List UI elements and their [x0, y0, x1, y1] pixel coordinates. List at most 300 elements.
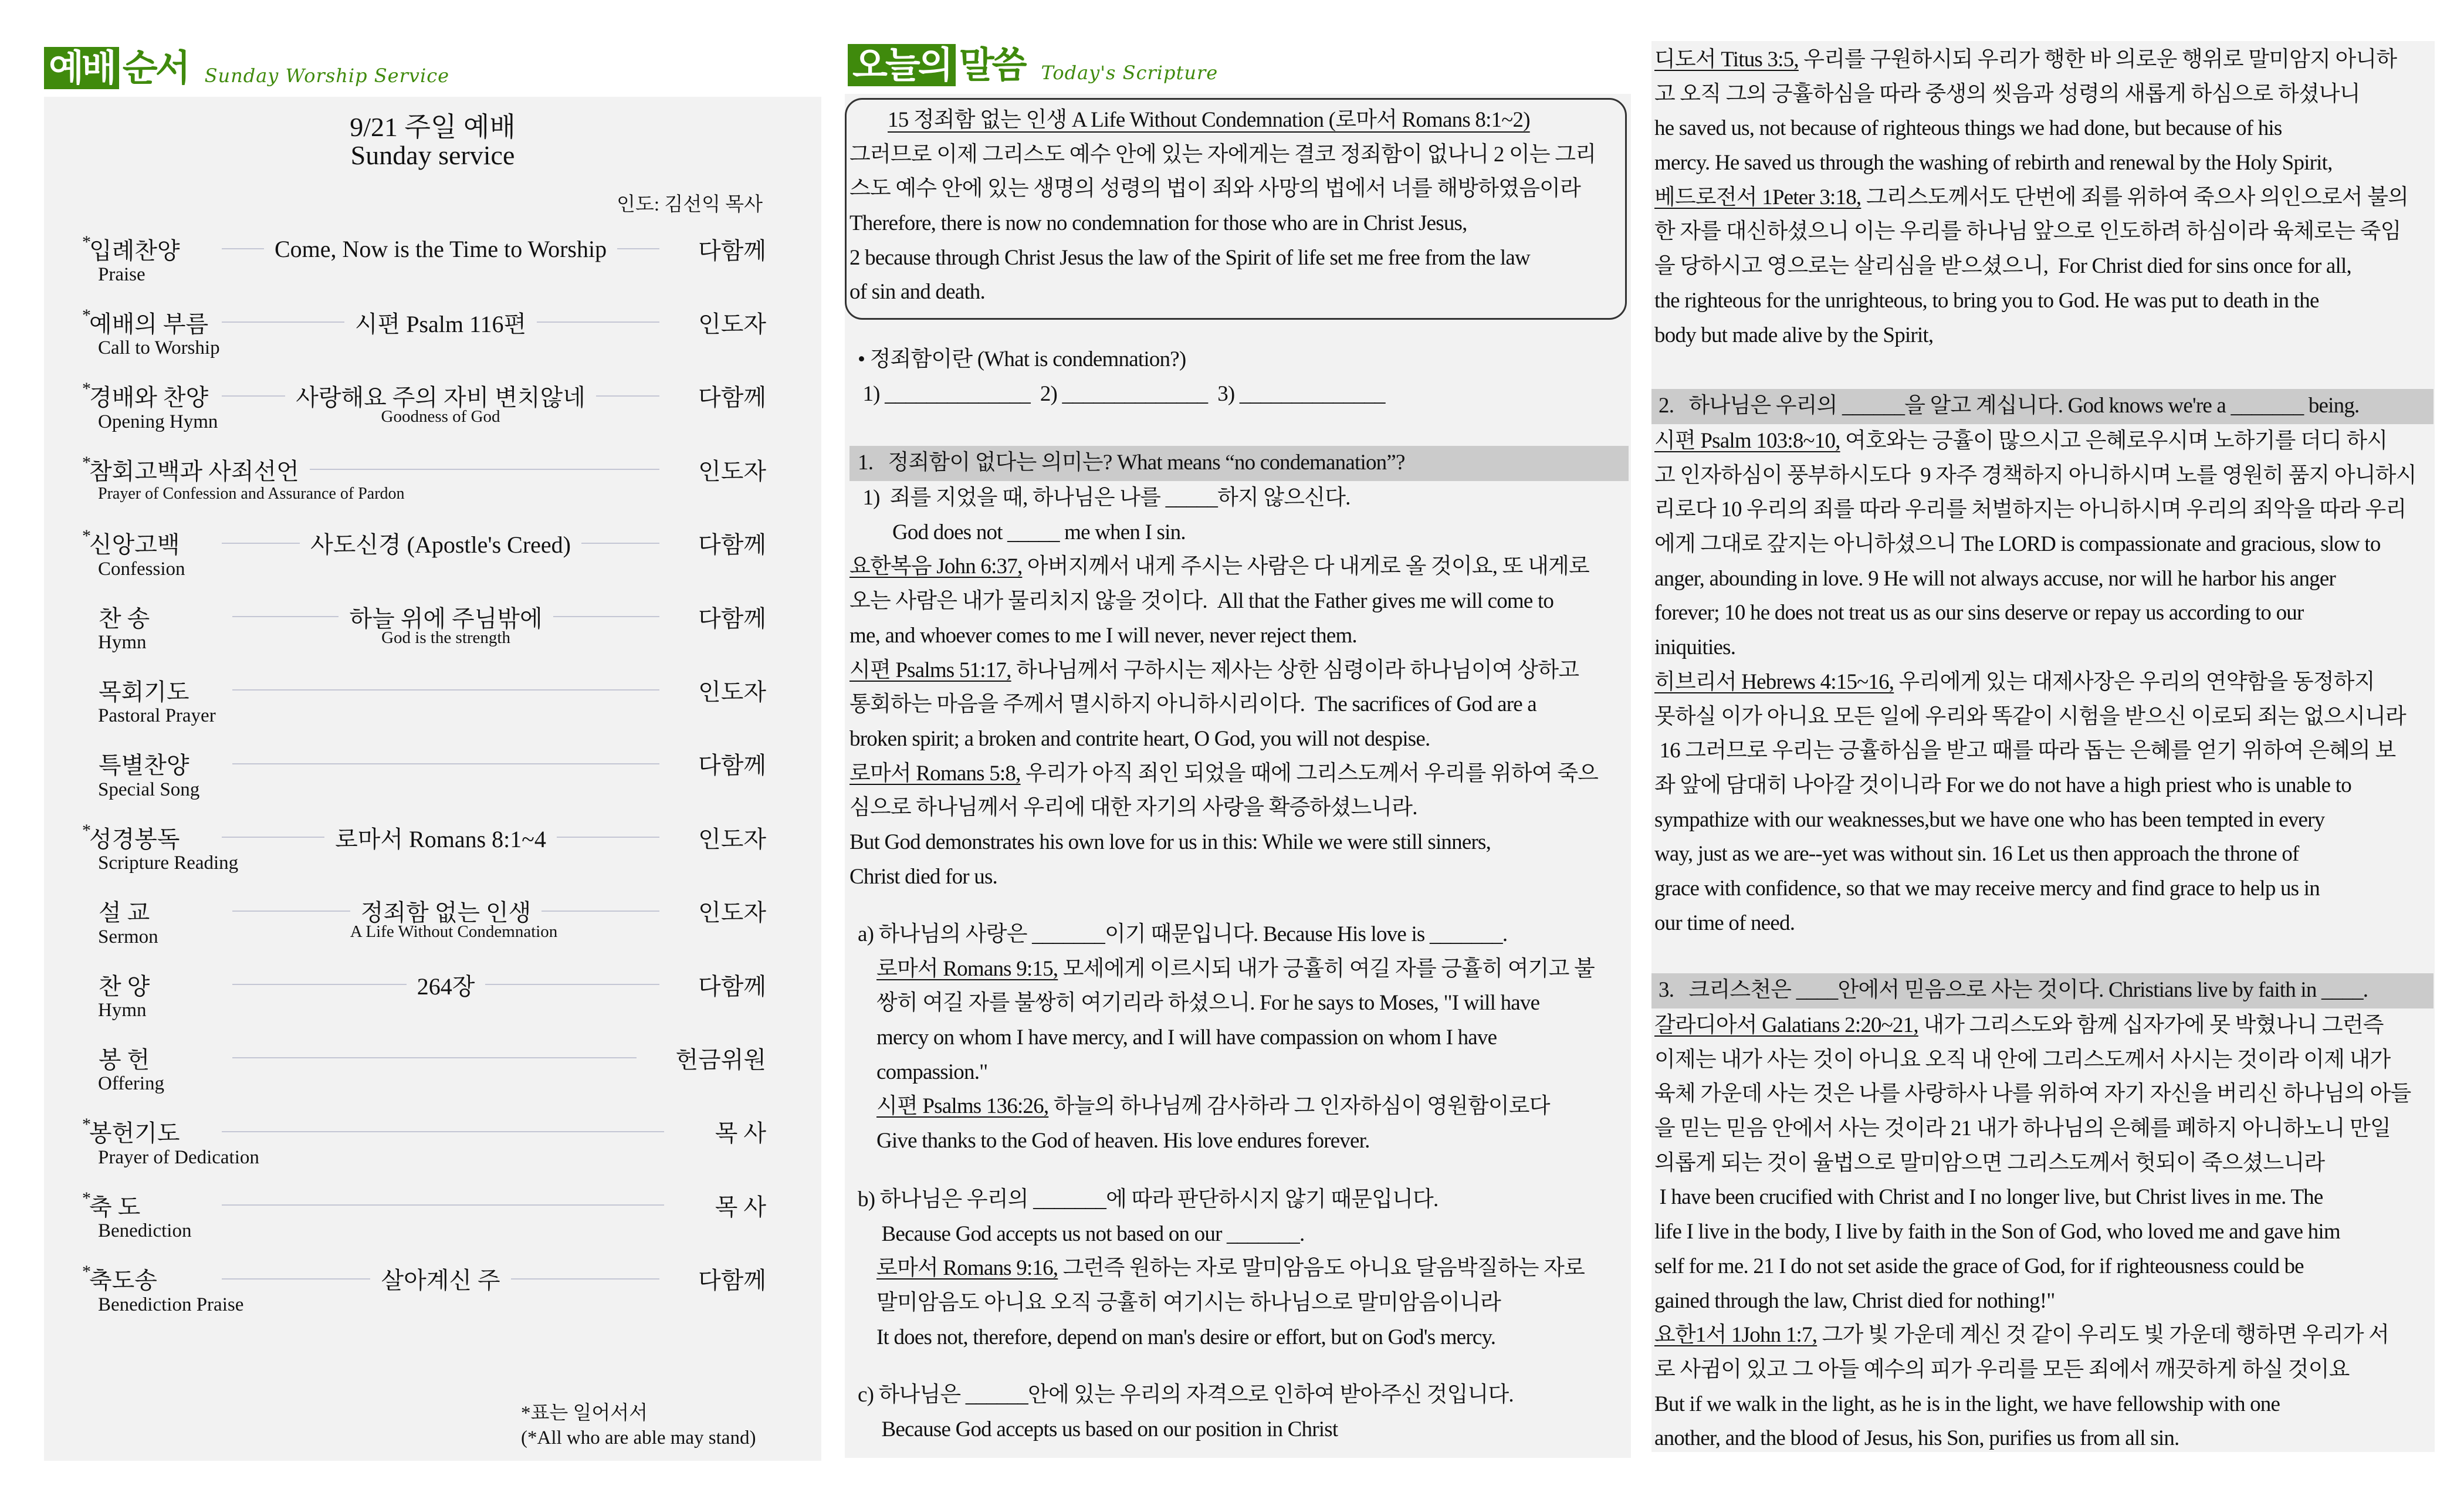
service-item-title	[82, 894, 232, 928]
line-text: life I live in the body, I live by faith in the Son of God, who loved me and gave him	[1654, 1220, 2340, 1244]
service-item-english: Prayer of Dedication	[98, 1146, 259, 1168]
service-item-title	[82, 453, 310, 486]
service-item-english: Scripture Reading	[98, 852, 239, 874]
divider-line	[511, 1278, 659, 1280]
line-text: 쌍히 여길 자를 불쌍히 여기리라 하셨으니. For he says to Moses, "I will have	[876, 991, 1540, 1016]
sermon-notes-section-1	[849, 343, 1629, 894]
text-line	[849, 688, 1629, 722]
service-item-leader: 목 사	[715, 1120, 766, 1147]
line-text: 모세에게 이르시되 내가 긍휼히 여길 자를 긍휼히 여기고 불	[1058, 956, 1595, 981]
service-leader: 인도: 김선익 목사	[617, 194, 763, 215]
line-text: 이제는 내가 사는 것이 아니요 오직 내 안에 그리스도께서 사시는 것이라 이제 내가	[1654, 1047, 2391, 1072]
service-item-content	[339, 600, 553, 647]
text-line	[1654, 111, 2433, 146]
header-title: 순서	[122, 48, 188, 89]
line-text: 우리가 아직 죄인 되었을 때에 그리스도께서 우리를 위하여 죽으	[1020, 761, 1599, 786]
line-text: It does not, therefore, depend on man's desire or effort, but on God's mercy.	[876, 1325, 1496, 1349]
service-item-leader: 다함께	[698, 384, 767, 411]
header-title: 말씀	[959, 45, 1025, 86]
scripture-reference: 로마서 Romans 9:16,	[876, 1256, 1058, 1281]
text-line	[1651, 1250, 2433, 1284]
text-line	[849, 1124, 1629, 1159]
service-item-title	[82, 1115, 222, 1148]
service-item-english: Confession	[98, 558, 185, 580]
service-item-content	[285, 379, 596, 427]
text-line	[1651, 906, 2433, 941]
line-text: Because God accepts us not based on our _______.	[876, 1221, 1305, 1246]
line-text: 15 정죄함 없는 인생 A Life Without Condemnation (로마서 Romans 8:1~2)	[888, 108, 1530, 132]
service-item-content-text: 살아계신 주	[381, 1267, 500, 1294]
divider-line	[596, 395, 659, 397]
service-item-korean: 설 교	[99, 899, 150, 926]
service-item-english: Praise	[98, 264, 145, 285]
service-item-title	[82, 673, 232, 707]
service-item-korean: 신앙고백	[89, 532, 180, 559]
text-line	[849, 619, 1629, 654]
service-item-content-text: 로마서 Romans 8:1~4	[335, 825, 546, 852]
service-item-leader: 다함께	[698, 237, 767, 264]
service-item-title	[82, 747, 232, 780]
divider-line	[541, 911, 659, 912]
line-text: broken spirit; a broken and contrite heart, O God, you will not despise.	[849, 726, 1430, 751]
divider-line	[222, 395, 285, 397]
text-line	[1651, 1008, 2433, 1043]
divider-line	[222, 543, 300, 544]
text-line	[849, 1286, 1629, 1321]
service-item-title	[82, 379, 222, 412]
footnote-korean: *표는 일어서서	[521, 1403, 648, 1424]
service-item-content-text: 시편 Psalm 116편	[354, 310, 527, 337]
text-line	[1651, 1215, 2433, 1250]
text-line	[849, 1089, 1629, 1124]
line-text: 그러므로 이제 그리스도 예수 안에 있는 자에게는 결코 정죄함이 없나니 2 이는 그리	[849, 142, 1596, 167]
divider-line	[222, 837, 324, 838]
text-line	[1651, 1353, 2433, 1387]
service-item-content-english: God is the strength	[381, 628, 510, 647]
divider-line	[310, 469, 659, 470]
line-text: me, and whoever comes to me I will never, never reject them.	[849, 623, 1357, 648]
line-text: 1. 정죄함이 없다는 의미는? What means “no condemanation”?	[858, 451, 1405, 475]
text-line	[849, 172, 1629, 207]
service-item	[82, 1190, 766, 1263]
line-text: 16 그러므로 우리는 긍휼하심을 받고 때를 따라 돕는 은혜를 얻기 위하여 은혜의 보	[1654, 739, 2396, 763]
service-item-leader: 인도자	[698, 458, 766, 485]
service-item-korean: 목회기도	[99, 678, 189, 705]
line-text: Give thanks to the God of heaven. His love endures forever.	[876, 1129, 1370, 1153]
header-badge: 예배	[44, 47, 119, 89]
sermon-notes-continued	[1654, 43, 2433, 353]
text-line	[1651, 1112, 2433, 1146]
text-line	[849, 411, 1629, 446]
text-line	[849, 918, 1629, 952]
text-line	[849, 550, 1629, 584]
standing-marker: *	[82, 820, 91, 840]
line-text: 2. 하나님은 우리의 ______을 알고 계십니다. God knows we're a _______ being.	[1659, 394, 2360, 418]
service-title-english: Sunday service	[350, 140, 515, 170]
standing-marker: *	[82, 526, 91, 546]
text-line	[1654, 249, 2433, 284]
text-line	[849, 481, 1629, 516]
text-line	[849, 275, 1629, 310]
line-text: 우리를 구원하시되 우리가 행한 바 의로운 행위로 말미암지 아니하	[1798, 48, 2397, 72]
service-item-content	[300, 526, 581, 560]
line-text: But God demonstrates his own love for us in this: While we were still sinners,	[849, 830, 1491, 854]
line-text: 못하실 이가 아니요 모든 일에 우리와 똑같이 시험을 받으신 이로되 죄는 없으시니라	[1654, 704, 2406, 729]
line-text: of sin and death.	[849, 280, 985, 304]
text-line	[849, 138, 1629, 172]
scripture-reference: 디도서 Titus 3:5,	[1654, 48, 1799, 72]
service-item-title	[82, 968, 232, 1001]
service-item-leader: 다함께	[698, 1267, 766, 1294]
service-item-content	[370, 1262, 510, 1295]
service-item-english: Hymn	[98, 1000, 147, 1021]
service-item-title	[82, 306, 222, 339]
line-text: gained through the law, Christ died for nothing!"	[1654, 1288, 2055, 1313]
line-text: he saved us, not because of righteous things we had done, but because of his	[1654, 116, 2282, 141]
line-text: God does not _____ me when I sin.	[892, 520, 1186, 544]
standing-marker: *	[82, 1115, 91, 1135]
text-line	[849, 1055, 1629, 1090]
service-item-english: Call to Worship	[98, 337, 220, 359]
text-line	[849, 791, 1629, 825]
text-line	[1651, 1077, 2433, 1112]
text-line	[1654, 319, 2433, 353]
text-line	[849, 1321, 1629, 1355]
text-line	[1654, 77, 2433, 112]
line-text: compassion."	[876, 1060, 988, 1084]
text-line	[849, 722, 1629, 757]
line-text: Christ died for us.	[849, 864, 998, 889]
text-line	[849, 952, 1629, 987]
divider-line	[222, 1278, 370, 1280]
standing-marker: *	[82, 452, 91, 472]
line-text: mercy on whom I have mercy, and I will have compassion on whom I have	[876, 1025, 1497, 1050]
service-item-english: Sermon	[98, 926, 158, 947]
service-item-english: Prayer of Confession and Assurance of Pardon	[98, 485, 405, 503]
text-line	[1651, 1043, 2433, 1078]
line-text: our time of need.	[1654, 911, 1795, 935]
line-text: 리로다 10 우리의 죄를 따라 우리를 처벌하지는 아니하시며 우리의 죄악을 따라 우리	[1654, 497, 2407, 522]
divider-line	[553, 616, 659, 617]
service-item	[82, 1043, 766, 1116]
scripture-reference: 로마서 Romans 5:8,	[849, 761, 1021, 786]
service-item-leader: 인도자	[698, 899, 766, 926]
divider-line	[557, 837, 659, 838]
service-item-korean: 예배의 부름	[89, 310, 209, 337]
line-text: sympathize with our weaknesses,but we have one who has been tempted in every	[1654, 807, 2325, 832]
service-item-title	[82, 526, 222, 560]
service-item-leader: 인도자	[698, 825, 766, 852]
line-text: 통회하는 마음을 주께서 멸시하지 아니하시리이다. The sacrifices of God are a	[849, 692, 1536, 717]
line-text: 하나님께서 구하시는 제사는 상한 심령이라 하나님이여 상하고	[1011, 658, 1579, 682]
service-item	[82, 1116, 766, 1190]
service-item-korean: 축 도	[89, 1193, 141, 1220]
text-line	[1651, 459, 2433, 493]
service-item-english: Pastoral Prayer	[98, 705, 216, 727]
service-item-title	[82, 1041, 232, 1075]
text-line	[1651, 1180, 2433, 1215]
line-text: a) 하나님의 사랑은 _______이기 때문입니다. Because His love is _______.	[858, 922, 1508, 946]
text-line	[849, 1378, 1629, 1413]
service-item-english: Offering	[98, 1073, 165, 1095]
text-line	[1651, 562, 2433, 597]
service-item-content-text: 264장	[417, 973, 475, 1000]
line-text: 을 믿는 믿음 안에서 사는 것이라 21 내가 하나님의 은혜를 폐하지 아니하노니 만일	[1654, 1116, 2391, 1141]
service-item-korean: 찬 송	[99, 605, 150, 632]
text-line	[1651, 769, 2433, 803]
service-item-korean: 참회고백과 사죄선언	[89, 458, 299, 485]
line-text: anger, abounding in love. 9 He will not always accuse, nor will he harbor his anger	[1654, 566, 2336, 591]
text-line	[849, 584, 1629, 619]
line-text: 좌 앞에 담대히 나아갈 것이니라 For we do not have a high priest who is unable to	[1654, 773, 2351, 797]
divider-line	[222, 1204, 664, 1206]
service-item-leader: 다함께	[698, 605, 767, 632]
text-line	[1654, 43, 2433, 77]
line-text: 말미암음도 아니요 오직 긍휼히 여기시는 하나님으로 말미암음이니라	[876, 1291, 1501, 1315]
service-item-english: Special Song	[98, 779, 200, 800]
service-item-leader: 다함께	[698, 752, 766, 779]
line-text: forever; 10 he does not treat us as our sins deserve or repay us according to our	[1654, 601, 2304, 625]
line-text: 3. 크리스천은 ____안에서 믿음으로 사는 것이다. Christians live by faith in ____.	[1659, 978, 2368, 1002]
service-item-title	[82, 821, 222, 854]
footnote-english: (*All who are able may stand)	[521, 1427, 756, 1448]
text-line	[849, 986, 1629, 1021]
service-item-title	[82, 1189, 222, 1222]
text-line	[1654, 215, 2433, 249]
service-item-content	[264, 235, 617, 263]
line-text: body but made alive by the Spirit,	[1654, 323, 1934, 347]
service-item-content-text: 하늘 위에 주님밖에	[349, 605, 543, 632]
text-line	[849, 241, 1629, 276]
text-line	[1654, 181, 2433, 215]
scripture-reference: 히브리서 Hebrews 4:15~16,	[1654, 669, 1894, 694]
service-item-content-text: Come, Now is the Time to Worship	[275, 235, 607, 262]
line-text: 스도 예수 안에 있는 생명의 성령의 법이 죄와 사망의 법에서 너를 해방하였음이라	[849, 177, 1581, 201]
text-line	[849, 654, 1629, 688]
text-line	[1651, 734, 2433, 769]
line-text: another, and the blood of Jesus, his Son, purifies us from all sin.	[1654, 1426, 2179, 1451]
service-item-english: Benediction	[98, 1220, 192, 1242]
service-item-title	[82, 600, 232, 634]
text-line	[1651, 665, 2433, 700]
scripture-title	[849, 103, 1629, 138]
text-line	[1651, 700, 2433, 735]
service-item-title	[82, 232, 222, 266]
service-item	[82, 381, 766, 454]
text-line	[849, 1021, 1629, 1055]
service-item-content-text: 정죄함 없는 인생	[360, 899, 532, 926]
service-item-english: Hymn	[98, 632, 147, 653]
line-text: 에게 그대로 갚지는 아니하셨으니 The LORD is compassionate and gracious, slow to	[1654, 532, 2381, 557]
sermon-notes-point-c	[849, 1378, 1629, 1447]
service-item-content-text: 사도신경 (Apostle's Creed)	[310, 532, 571, 559]
line-text: iniquities.	[1654, 635, 1736, 660]
line-text: c) 하나님은 ______안에 있는 우리의 자격으로 인하여 받아주신 것입니다.	[858, 1383, 1514, 1407]
line-text: self for me. 21 I do not set aside the grace of God, for if righteousness could be	[1654, 1254, 2304, 1278]
text-line	[1654, 284, 2433, 319]
text-line	[1651, 1146, 2433, 1181]
divider-line	[617, 248, 659, 249]
text-line	[1651, 527, 2433, 562]
service-item	[82, 969, 766, 1043]
service-item-korean: 특별찬양	[99, 752, 189, 779]
service-item-content-english: Goodness of God	[381, 407, 500, 427]
line-text: 그런즉 원하는 자로 말미암음도 아니요 달음박질하는 자로	[1058, 1256, 1585, 1281]
service-item-korean: 입례찬양	[89, 237, 180, 264]
scripture-header	[848, 44, 1218, 86]
text-line	[849, 860, 1629, 895]
line-text: 여호와는 긍휼이 많으시고 은혜로우시며 노하기를 더디 하시	[1840, 429, 2388, 453]
service-item-korean: 봉헌기도	[89, 1120, 180, 1147]
service-item-leader: 헌금위원	[675, 1046, 766, 1073]
text-line	[849, 207, 1629, 241]
text-line	[1651, 1318, 2433, 1353]
standing-marker: *	[82, 305, 91, 325]
line-text: way, just as we are--yet was without sin. 16 Let us then approach the throne of	[1654, 842, 2299, 867]
footnote	[521, 1401, 756, 1450]
line-text: I have been crucified with Christ and I no longer live, but Christ lives in me. The	[1654, 1185, 2323, 1210]
service-item-leader: 인도자	[698, 310, 766, 337]
text-line	[849, 377, 1629, 412]
line-text: Therefore, there is now no condemnation for those who are in Christ Jesus,	[849, 211, 1467, 236]
scripture-reference: 시편 Psalms 51:17,	[849, 658, 1011, 682]
standing-marker: *	[82, 1262, 91, 1282]
line-text: 우리에게 있는 대제사장은 우리의 연약함을 동정하지	[1894, 669, 2375, 694]
section-heading	[1651, 973, 2433, 1008]
text-line	[849, 825, 1629, 860]
scripture-reference: 베드로전서 1Peter 3:18,	[1654, 185, 1861, 209]
text-line	[1651, 596, 2433, 631]
text-line	[1651, 1421, 2433, 1456]
service-item-korean: 봉 헌	[99, 1046, 150, 1073]
section-heading	[849, 446, 1629, 481]
service-item	[82, 1264, 766, 1337]
divider-line	[222, 248, 264, 249]
divider-line	[232, 616, 339, 617]
service-item	[82, 822, 766, 895]
line-text: Because God accepts us based on our position in Christ	[876, 1417, 1338, 1441]
line-text: But if we walk in the light, as he is in the light, we have fellowship with one	[1654, 1392, 2280, 1416]
service-item	[82, 454, 766, 527]
line-text: 고 인자하심이 풍부하시도다 9 자주 경책하지 아니하시며 노를 영원히 품지 아니하시	[1654, 463, 2416, 488]
scripture-reference: 시편 Psalm 103:8~10,	[1654, 429, 1840, 453]
divider-line	[232, 763, 659, 764]
section-heading	[1651, 389, 2433, 424]
line-text: 한 자를 대신하셨으니 이는 우리를 하나님 앞으로 인도하려 하심이라 육체로는 죽임	[1654, 219, 2401, 244]
line-text: b) 하나님은 우리의 _______에 따라 판단하시지 않기 때문입니다.	[858, 1187, 1439, 1211]
service-item	[82, 528, 766, 601]
header-badge: 오늘의	[848, 44, 956, 86]
text-line	[849, 1251, 1629, 1286]
scripture-reference: 요한1서 1John 1:7,	[1654, 1323, 1817, 1348]
line-text: the righteous for the unrighteous, to bring you to God. He was put to death in the	[1654, 288, 2319, 313]
text-line	[849, 757, 1629, 791]
divider-line	[232, 911, 350, 912]
line-text: 2 because through Christ Jesus the law of the Spirit of life set me free from the law	[849, 245, 1530, 270]
service-item-content	[344, 306, 537, 339]
text-line	[849, 516, 1629, 550]
text-line	[1654, 146, 2433, 181]
service-item-korean: 찬 양	[99, 973, 150, 1000]
text-line	[1651, 424, 2433, 459]
scripture-reference: 갈라디아서 Galatians 2:20~21,	[1654, 1013, 1918, 1037]
service-item	[82, 601, 766, 675]
service-item	[82, 307, 766, 380]
line-text: 을 당하시고 영으로는 살리심을 받으셨으니, For Christ died for sins once for all,	[1654, 254, 2351, 279]
divider-line	[232, 984, 407, 985]
line-text: 심으로 하나님께서 우리에 대한 자기의 사랑을 확증하셨느니라.	[849, 796, 1417, 820]
line-text: 그리스도께서도 단번에 죄를 위하여 죽으사 의인으로서 불의	[1861, 185, 2409, 209]
text-line	[849, 1217, 1629, 1252]
text-line	[849, 1183, 1629, 1217]
divider-line	[581, 543, 659, 544]
sermon-notes-point-b	[849, 1183, 1629, 1355]
service-item-content	[350, 894, 558, 942]
line-text: mercy. He saved us through the washing of rebirth and renewal by the Holy Spirit,	[1654, 151, 2333, 175]
service-item-korean: 성경봉독	[89, 825, 180, 852]
service-item-content-text: 사랑해요 주의 자비 변치않네	[296, 384, 585, 411]
header-subtitle: Today's Scripture	[1041, 62, 1219, 84]
divider-line	[232, 689, 659, 691]
service-item-korean: 축도송	[89, 1267, 157, 1294]
service-item-leader: 인도자	[698, 678, 766, 705]
line-text: • 정죄함이란 (What is condemnation?)	[858, 347, 1186, 371]
line-text: 하늘의 하나님께 감사하라 그 인자하심이 영원함이로다	[1048, 1094, 1550, 1119]
service-item-korean: 경배와 찬양	[89, 384, 209, 411]
text-line	[1651, 872, 2433, 906]
sermon-notes-point-a	[849, 918, 1629, 1159]
text-line	[1651, 493, 2433, 527]
scripture-reference: 로마서 Romans 9:15,	[876, 956, 1058, 981]
divider-line	[537, 321, 659, 323]
service-item-english: Benediction Praise	[98, 1294, 244, 1315]
text-line	[1651, 837, 2433, 872]
service-item-title	[82, 1262, 222, 1295]
sermon-notes-section-2	[1651, 389, 2433, 940]
divider-line	[222, 321, 344, 323]
service-item	[82, 749, 766, 822]
scripture-reference: 요한복음 John 6:37,	[849, 554, 1023, 579]
service-item-content-english: A Life Without Condemnation	[350, 922, 558, 942]
service-item-leader: 다함께	[698, 973, 766, 1000]
line-text: 1) ______________ 2) ______________ 3) ______________	[858, 381, 1385, 406]
line-text: 내가 그리스도와 함께 십자가에 못 박혔나니 그런즉	[1918, 1013, 2384, 1037]
line-text: grace with confidence, so that we may receive mercy and find grace to help us in	[1654, 876, 2320, 901]
service-item	[82, 896, 766, 969]
standing-marker: *	[82, 1188, 91, 1208]
service-item-content	[407, 968, 486, 1001]
scripture-text	[849, 103, 1629, 310]
text-line	[1651, 631, 2433, 665]
service-item	[82, 675, 766, 748]
divider-line	[485, 984, 659, 985]
divider-line	[232, 1057, 637, 1058]
line-text: 의롭게 되는 것이 율법으로 말미암으면 그리스도께서 헛되이 죽으셨느니라	[1654, 1150, 2325, 1175]
text-line	[1651, 803, 2433, 838]
sermon-notes-section-3	[1651, 973, 2433, 1456]
line-text: 오는 사람은 내가 물리치지 않을 것이다. All that the Father gives me will come to	[849, 589, 1554, 614]
line-text: 그가 빛 가운데 계신 것 같이 우리도 빛 가운데 행하면 우리가 서	[1817, 1323, 2389, 1348]
standing-marker: *	[82, 232, 91, 252]
standing-marker: *	[82, 379, 91, 399]
divider-line	[222, 1131, 664, 1132]
service-item-leader: 목 사	[715, 1193, 766, 1220]
order-of-service-header	[44, 47, 449, 89]
scripture-reference: 시편 Psalms 136:26,	[876, 1094, 1049, 1119]
service-item-english: Opening Hymn	[98, 411, 218, 432]
text-line	[849, 1413, 1629, 1447]
line-text: 1) 죄를 지었을 때, 하나님은 나를 _____하지 않으신다.	[858, 486, 1351, 510]
